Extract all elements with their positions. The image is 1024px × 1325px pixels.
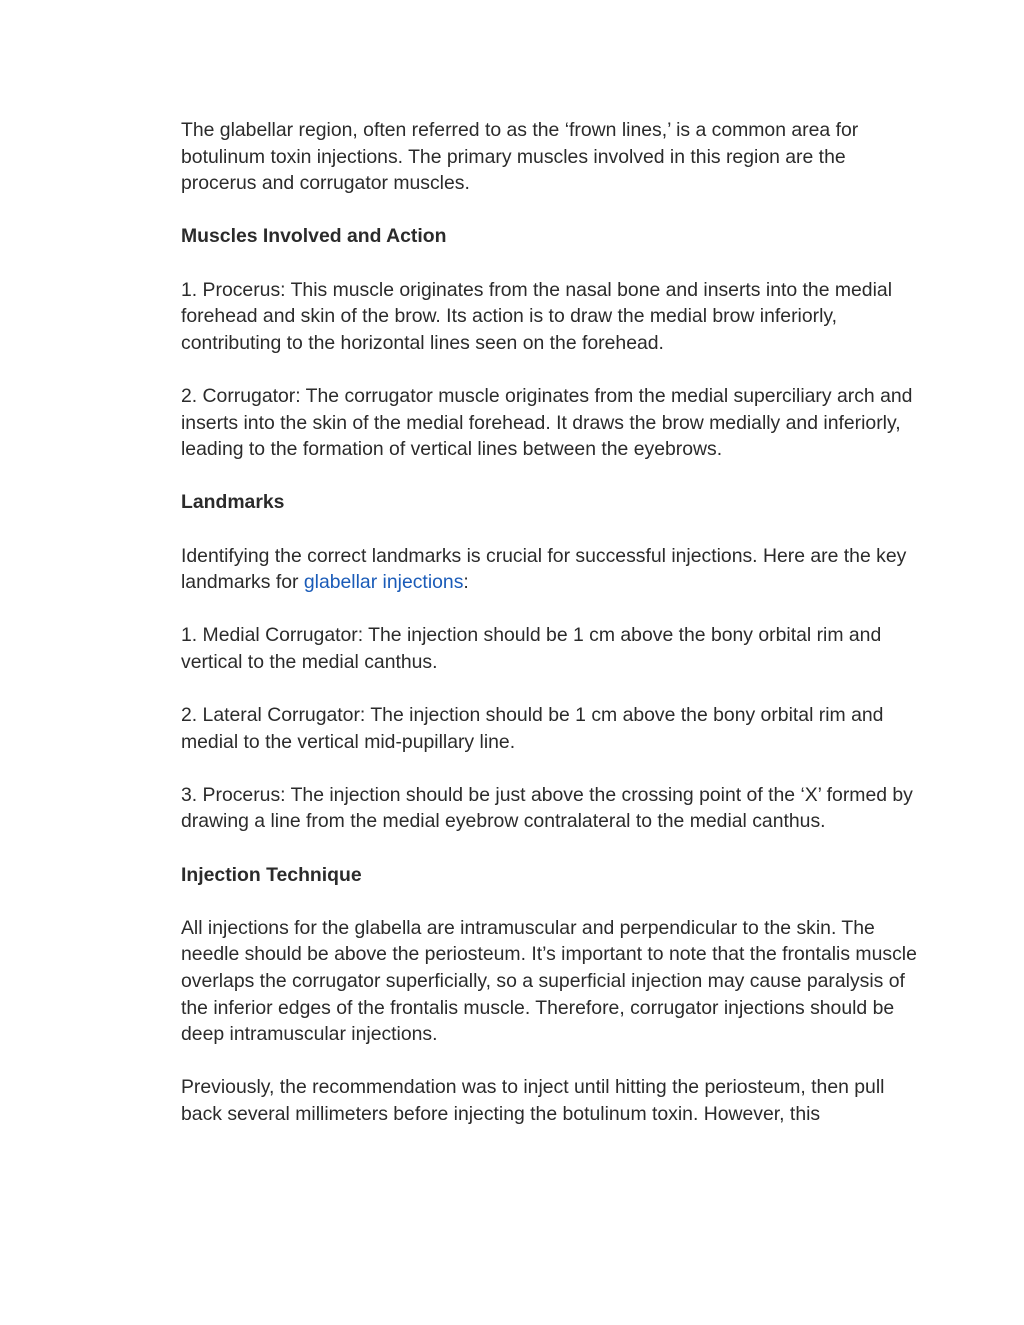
landmarks-intro-colon: : xyxy=(463,571,469,594)
document-body xyxy=(181,117,921,1154)
muscle-item-corrugator: 2. Corrugator: The corrugator muscle originates from the medial superciliary arch and inserts into the skin of the medial forehead. It draws the brow medially and inferiorly, leading to the formation of vertical lines between the eyebrows. xyxy=(181,384,913,461)
landmark-item-procerus: 3. Procerus: The injection should be just above the crossing point of the ‘X’ formed by drawing a line from the medial eyebrow contralateral to the medial canthus. xyxy=(181,783,913,833)
glabellar-injections-link[interactable]: glabellar injections xyxy=(303,571,464,594)
landmarks-intro-text: Identifying the correct landmarks is crucial for successful injections. Here are the key landmarks for xyxy=(181,544,907,594)
technique-paragraph: All injections for the glabella are intramuscular and perpendicular to the skin. The needle should be above the periosteum. It’s important to note that the frontalis muscle overlaps the corrugator superficially, so a superficial injection may cause paralysis of the inferior edges of the frontalis muscle. Therefore, corrugator injections should be deep intramuscular injections. xyxy=(181,916,917,1046)
landmark-item-medial-corrugator: 1. Medial Corrugator: The injection should be 1 cm above the bony orbital rim and vertical to the medial canthus. xyxy=(181,624,882,673)
technique-paragraph: Previously, the recommendation was to inject until hitting the periosteum, then pull back several millimeters before injecting the botulinum toxin. However, this xyxy=(181,1076,885,1125)
landmarks-intro xyxy=(181,543,921,596)
technique-heading: Injection Technique xyxy=(181,863,362,886)
landmarks-heading: Landmarks xyxy=(181,491,285,514)
muscle-item-procerus: 1. Procerus: This muscle originates from the nasal bone and inserts into the medial forehead and skin of the brow. Its action is to draw the medial brow inferiorly, contributing to the horizontal lines seen on the forehead. xyxy=(181,278,892,354)
muscles-heading: Muscles Involved and Action xyxy=(181,225,447,248)
landmark-item-lateral-corrugator: 2. Lateral Corrugator: The injection should be 1 cm above the bony orbital rim and medial to the vertical mid-pupillary line. xyxy=(181,704,884,753)
intro-paragraph: The glabellar region, often referred to as the ‘frown lines,’ is a common area for botulinum toxin injections. The primary muscles involved in this region are the procerus and corrugator muscles. xyxy=(181,119,859,195)
